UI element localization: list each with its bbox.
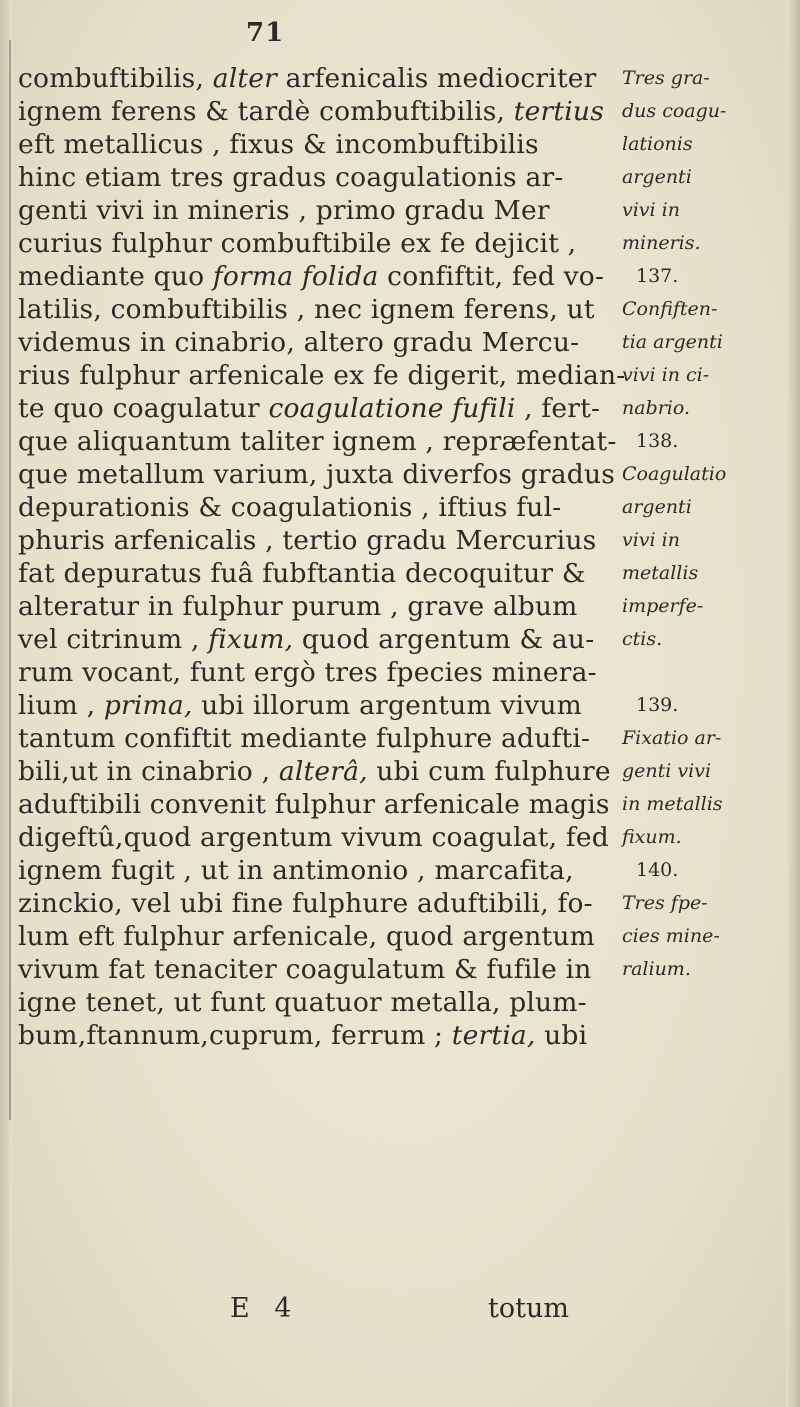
italic-text: alterâ, [278,756,368,787]
text-line [18,920,618,953]
margin-note: tia argenti [622,331,723,353]
text-line [18,359,626,392]
margin-note: vivi in [622,199,680,221]
margin-note: argenti [622,166,692,188]
text-segment: bili,ut in cinabrio , [18,756,279,787]
text-segment: aduftibili convenit fulphur arfenicale magis [18,789,610,820]
text-line [18,95,618,128]
text-line [18,755,618,788]
text-segment: igne tenet, ut funt quatuor metalla, plum- [18,987,587,1018]
marginal-notes-column [622,62,792,1052]
text-line [18,326,618,359]
text-line [18,194,618,227]
text-line [18,986,618,1019]
text-segment: tantum confiftit mediante fulphure adufti- [18,723,591,754]
text-line [18,722,618,755]
text-segment: quod argentum & au- [293,624,595,655]
catchword: totum [488,1293,569,1324]
text-segment: arfenicalis mediocriter [277,63,597,94]
text-line [18,293,618,326]
margin-note: mineris. [622,232,701,254]
main-text-column [18,62,626,1052]
margin-note: Confiften- [622,298,718,320]
margin-note: lationis [622,133,693,155]
text-line [18,854,618,887]
italic-text: tertia, [451,1020,536,1051]
text-segment: bum,ftannum,cuprum, ferrum ; [18,1020,452,1051]
text-segment: te quo coagulatur [18,393,269,424]
margin-note: ctis. [622,628,663,650]
margin-note: Tres fpe- [622,892,708,914]
text-segment: zinckio, vel ubi fine fulphure aduftibili, fo- [18,888,593,919]
text-line [18,227,618,260]
italic-text: prima, [103,690,193,721]
margin-note [622,986,792,1019]
text-segment: ubi illorum argentum vivum [192,690,582,721]
margin-note: cies mine- [622,925,720,947]
italic-text: alter [212,63,278,94]
text-segment: latilis, combuftibilis , nec ignem ferens, ut [18,294,595,325]
text-segment: depurationis & coagulationis , iftius ful- [18,492,562,523]
paragraph-number: 138. [636,430,679,452]
text-segment: alteratur in fulphur purum , grave album [18,591,578,622]
text-segment: ubi cum fulphure [367,756,611,787]
text-segment: vel citrinum , [18,624,209,655]
text-line [18,491,618,524]
margin-note: metallis [622,562,699,584]
text-segment: lum eft fulphur arfenicale, quod argentum [18,921,595,952]
text-line [18,788,618,821]
text-segment: curius fulphur combuftibile ex fe dejicit , [18,228,577,259]
margin-note: vivi in ci- [622,364,710,386]
paragraph-number: 139. [636,694,679,716]
text-segment: genti vivi in mineris , primo gradu Mer [18,195,550,226]
text-line [18,458,618,491]
text-line [18,953,618,986]
margin-note: genti vivi [622,760,712,782]
text-segment: digeftû,quod argentum vivum coagulat, fed [18,822,609,853]
margin-note: Tres gra- [622,67,710,89]
signature-mark: E 4 [230,1293,300,1324]
text-segment: combuftibilis, [18,63,213,94]
text-segment: phuris arfenicalis , tertio gradu Mercurius [18,525,597,556]
text-segment: ubi [535,1020,588,1051]
margin-note: in metallis [622,793,723,815]
margin-note [622,656,792,689]
italic-text: forma folida [212,261,379,292]
text-segment: que metallum varium, juxta diverfos gradus [18,459,616,490]
text-line [18,689,618,722]
text-segment: rum vocant, funt ergò tres fpecies minera- [18,657,597,688]
margin-note: nabrio. [622,397,691,419]
text-segment: vivum fat tenaciter coagulatum & fufile in [18,954,592,985]
text-segment: fat depuratus fuâ fubftantia decoquitur & [18,558,586,589]
margin-note: vivi in [622,529,680,551]
binding-rule [9,40,11,1120]
margin-note: dus coagu- [622,100,727,122]
margin-note: Fixatio ar- [622,727,722,749]
text-line [18,623,618,656]
text-segment: que aliquantum taliter ignem , repræfentat- [18,426,617,457]
text-segment: mediante quo [18,261,213,292]
margin-note: argenti [622,496,692,518]
margin-note: fixum. [622,826,682,848]
text-segment: , fert- [515,393,601,424]
text-segment: videmus in cinabrio, altero gradu Mercu- [18,327,580,358]
italic-text: fixum, [208,624,294,655]
paragraph-number: 140. [636,859,679,881]
margin-note [622,1019,792,1052]
text-line [18,656,618,689]
text-line [18,557,618,590]
margin-note: ralium. [622,958,691,980]
margin-note: Coagulatio [622,463,727,485]
italic-text: tertius [513,96,604,127]
paragraph-number: 137. [636,265,679,287]
italic-text: coagulatione fufili [268,393,516,424]
text-line [18,128,618,161]
text-line [18,821,618,854]
text-line [18,260,618,293]
text-segment: hinc etiam tres gradus coagulationis ar- [18,162,564,193]
text-line [18,1019,618,1052]
text-line [18,161,618,194]
text-segment: lium , [18,690,104,721]
text-line [18,524,618,557]
margin-note: imperfe- [622,595,704,617]
text-line [18,590,618,623]
text-line [18,392,618,425]
text-segment: eft metallicus , fixus & incombuftibilis [18,129,539,160]
text-line [18,887,618,920]
text-segment: confiftit, fed vo- [378,261,605,292]
text-segment: ignem ferens & tardè combuftibilis, [18,96,514,127]
text-segment: ignem fugit , ut in antimonio , marcafita, [18,855,574,886]
text-line [18,425,618,458]
page-number: 71 [246,18,285,48]
text-line [18,62,618,95]
text-segment: rius fulphur arfenicale ex fe digerit, median- [18,360,626,391]
